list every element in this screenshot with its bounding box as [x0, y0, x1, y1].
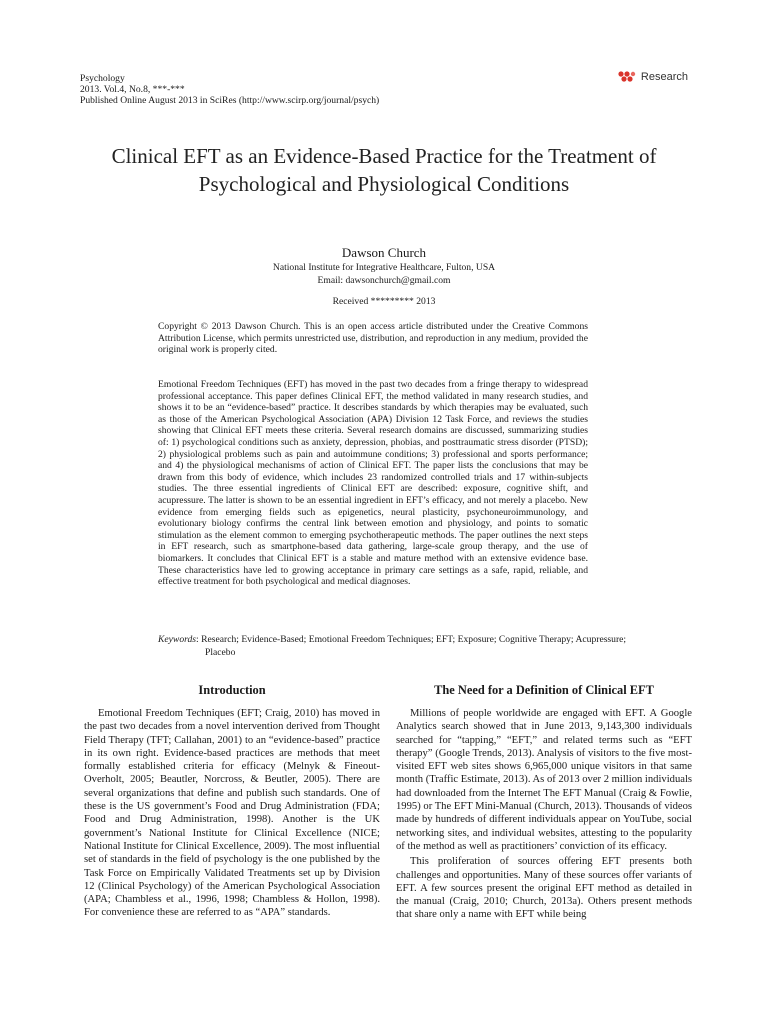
author-affiliation: National Institute for Integrative Healthcare, Fulton, USA	[272, 262, 496, 273]
need-definition-section	[396, 682, 692, 922]
abstract: Emotional Freedom Techniques (EFT) has moved in the past two decades from a fringe therapy to widespread professional acceptance. This paper defines Clinical EFT, the method validated in many research studies, and shows it to be an “evidence-based” practice. It describes standards by which therapies may be evaluated, such as those of the American Psychological Association (APA) Division 12 Task Force, and reviews the studies showing that Clinical EFT meets these criteria. Several research domains are discussed, summarizing studies of: 1) psychological conditions such as anxiety, depression, phobias, and posttraumatic stress disorder (PTSD); 2) physiological problems such as pain and autoimmune conditions; 3) professional and sports performance; and 4) the physiological mechanisms of action of Clinical EFT. The paper lists the conclusions that may be drawn from this body of evidence, which includes 23 randomized controlled trials and 17 within-subjects studies. The three essential ingredients of Clinical EFT are described: exposure, cognitive shift, and acupressure. The latter is shown to be an essential ingredient in EFT’s efficacy, and not merely a placebo. New evidence from emerging fields such as epigenetics, neural plasticity, psychoneuroimmunology, and evolutionary biology confirms the central link between emotion and physiology, and points to somatic stimulation as the element common to emerging psychotherapeutic methods. The paper outlines the next steps in EFT research, such as smartphone-based data gathering, large-scale group therapy, and the use of biomarkers. It concludes that Clinical EFT is a stable and mature method with an extensive evidence base. These characteristics have led to growing acceptance in primary care settings as a safe, rapid, reliable, and effective treatment for both psychological and medical diagnoses.	[158, 379, 588, 588]
publisher-logo	[617, 70, 688, 84]
need-paragraph-2: This proliferation of sources offering EFT presents both challenges and opportunities. Many of these sources offer variants of EFT. A few sources present the original EFT method as detailed in the manual (Craig, 2010; Church, 2013a). Others present methods that share only a name with EFT while being	[396, 856, 692, 921]
introduction-section	[84, 682, 380, 920]
journal-published-line: Published Online August 2013 in SciRes (http://www.scirp.org/journal/psych)	[80, 95, 380, 107]
introduction-heading: Introduction	[198, 683, 266, 697]
keywords	[158, 633, 635, 659]
author-name: Dawson Church	[341, 245, 427, 260]
need-definition-heading: The Need for a Definition of Clinical EFT	[434, 683, 654, 697]
journal-name: Psychology	[80, 73, 125, 84]
publisher-logo-icon	[617, 70, 637, 84]
introduction-paragraph: Emotional Freedom Techniques (EFT; Craig, 2010) has moved in the past two decades from a novel intervention derived from Thought Field Therapy (TFT; Callahan, 2001) to an “evidence-based” practice in its own right. Evidence-based practices are methods that meet formally established criteria for efficacy (Melnyk & Fineout-Overholt, 2005; Beautler, Norcross, & Beutler, 2005). There are several organizations that define and publish such standards. One of these is the US government’s Food and Drug Administration (FDA; Food and Drug Administration, 1998). Another is the UK government’s National Institute for Clinical Excellence (NICE; National Institute for Clinical Excellence, 2009). The most influential set of standards in the field of psychology is the one published by the Task Force on Empirically Validated Treatments set up by Division 12 (Clinical Psychology) of the American Psychological Association (APA; Chambless et al., 1996, 1998; Chambless & Hollon, 1998). For convenience these are referred to as “APA” standards.	[84, 708, 380, 919]
author-affiliation-block	[0, 262, 768, 287]
author-email: Email: dawsonchurch@gmail.com	[317, 274, 451, 286]
need-paragraph-1: Millions of people worldwide are engaged with EFT. A Google Analytics search showed that in June 2013, 9,143,300 individuals searched for “tapping,” “EFT,” and related terms such as “EFT therapy” (Google Trends, 2013). Analysis of visitors to the five most-visited EFT web sites shows 6,965,000 unique visitors in that same month (Traffic Estimate, 2013). As of 2013 over 2 million individuals had downloaded from the Internet The EFT Manual (Craig & Fowlie, 1995) or The EFT Mini-Manual (Church, 2013). Thousands of videos made by hundreds of different individuals appear on YouTube, social networking sites, and individual websites, attesting to the popularity of the method as well as practitioners’ conviction of its efficacy.	[396, 708, 693, 852]
journal-header	[80, 73, 379, 107]
copyright-notice: Copyright © 2013 Dawson Church. This is an open access article distributed under the Creative Commons Attribution License, which permits unrestricted use, distribution, and reproduction in any medium, provided the original work is properly cited.	[158, 321, 588, 356]
keywords-label: Keywords	[158, 634, 197, 645]
journal-volume: 2013. Vol.4, No.8, ***-***	[80, 84, 185, 96]
publisher-logo-text: Research	[640, 71, 688, 83]
keywords-list: : Research; Evidence-Based; Emotional Freedom Techniques; EFT; Exposure; Cognitive Therapy; Acupressure; Placebo	[196, 634, 627, 658]
paper-title: Clinical EFT as an Evidence-Based Practice for the Treatment of Psychological and Physiological Conditions	[111, 144, 657, 196]
received-date: Received ********* 2013	[332, 296, 436, 307]
